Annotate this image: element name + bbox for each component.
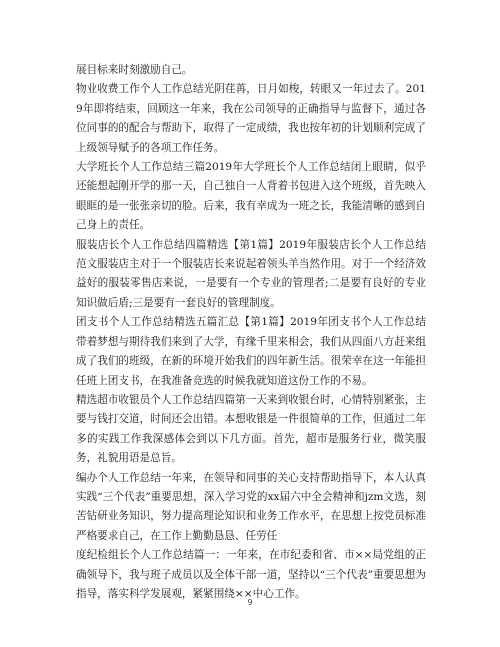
paragraph-property-fee-summary: 物业收费工作个人工作总结光阴荏苒，日月如梭，转眼又一年过去了。2019年即将结束，回顾这一年来，我在公司领导的正确指导与监督下，通过各位同事的的配合与帮助下，取得了一定成绩，我也按年初的计划顺利完成了上级领导赋予的各项工作任务。 (76, 83, 426, 154)
paragraph-league-secretary-summary: 团支书个人工作总结精选五篇汇总【第1篇】2019年团支书个人工作总结带着梦想与期待我们来到了大学，有缘千里来相会，我们从四面八方赶来组成了我们的班级，在新的环境开始我们的四年新生活。很荣幸在这一年能担任班上团支书，在我准备竞选的时候我就知道这份工作的不易。 (76, 316, 426, 387)
paragraph-staffing-office-summary: 编办个人工作总结一年来，在领导和同事的关心支持帮助指导下，本人认真实践“三个代表”重要思想，深入学习党的xx届六中全会精神和jzm文选，刻苦钻研业务知识，努力提高理论知识和业务工作水平，在思想上按党员标准严格要求自己，在工作上勤勤恳恳、任劳任 (76, 471, 426, 542)
document-body (76, 61, 426, 604)
paragraph-continuation: 展目标来时刻激励自己。 (76, 64, 193, 76)
paragraph-discipline-inspection-summary: 度纪检组长个人工作总结篇一：一年来，在市纪委和省、市××局党组的正确领导下，我与班子成员以及全体干部一道，坚持以“三个代表”重要思想为指导，落实科学发展观，紧紧围绕××中心工作。 (76, 549, 426, 600)
paragraph-class-monitor-summary: 大学班长个人工作总结三篇2019年大学班长个人工作总结闭上眼睛，似乎还能想起刚开学的那一天，自己独自一人背着书包进入这个班级，首先映入眼眶的是一张张亲切的脸。后来，我有幸成为一班之长，我能清晰的感到自己身上的责任。 (76, 161, 426, 232)
paragraph-cashier-summary: 精选超市收银员个人工作总结四篇第一天来到收银台时，心情特别紧张，主要与钱打交道，时间还会出错。本想收银是一件很简单的工作，但通过二年多的实践工作我深感体会到以下几方面。首先，超市是服务行业，微笑服务，礼貌用语是总旨。 (76, 393, 426, 465)
paragraph-store-manager-summary: 服装店长个人工作总结四篇精选【第1篇】2019年服装店长个人工作总结范文服装店主对于一个服装店长来说起着领头羊当然作用。对于一个经济效益好的服装零售店来说，一是要有一个专业的管理者;二是要有良好的专业知识做后盾;三是要有一套良好的管理制度。 (76, 238, 426, 309)
page-number: 9 (247, 598, 253, 607)
